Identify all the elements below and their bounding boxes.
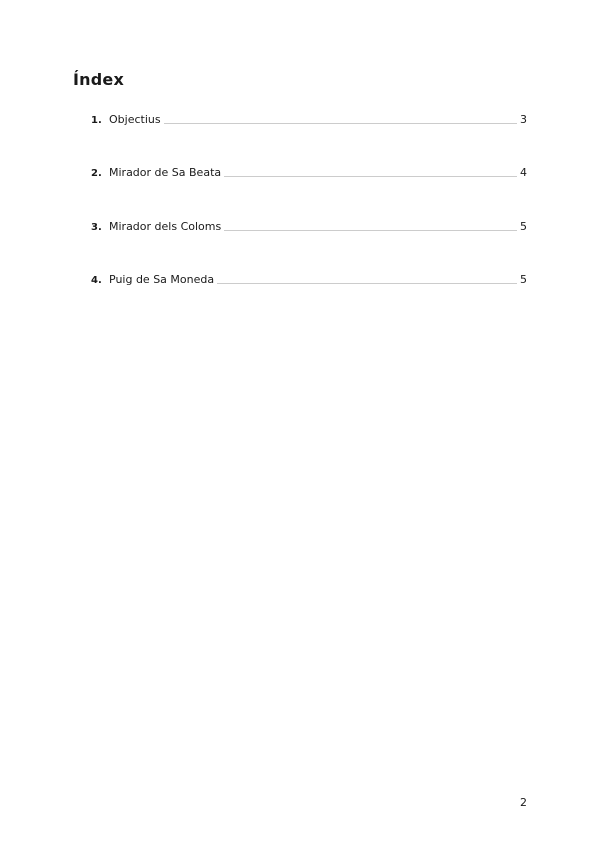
dot-leader — [224, 176, 517, 177]
toc-entry-label: Mirador de Sa Beata — [109, 166, 222, 180]
toc-entry-number: 4. — [91, 274, 102, 286]
toc-entry[interactable] — [91, 219, 527, 235]
dot-leader — [217, 283, 517, 284]
toc-entry-label: Objectius — [109, 113, 161, 126]
toc-entry-number: 1. — [91, 115, 102, 126]
dot-leader — [224, 230, 517, 231]
toc-entry-label: Mirador dels Coloms — [109, 219, 222, 233]
toc-entry-page: 4 — [520, 166, 527, 180]
toc-entry-page: 5 — [520, 272, 527, 286]
dot-leader — [164, 123, 517, 124]
toc-entry-label: Puig de Sa Moneda — [109, 272, 215, 286]
toc-entry-number: 2. — [91, 168, 102, 180]
toc-entry-page: 5 — [520, 219, 527, 233]
toc-title: Índex — [73, 70, 124, 89]
toc-entry[interactable] — [91, 272, 527, 288]
toc-entry[interactable] — [91, 112, 527, 128]
toc-entry-page: 3 — [520, 113, 527, 126]
toc-entry[interactable] — [91, 165, 527, 181]
table-of-contents — [91, 112, 527, 325]
page-number: 2 — [520, 796, 527, 809]
toc-entry-number: 3. — [91, 221, 102, 233]
